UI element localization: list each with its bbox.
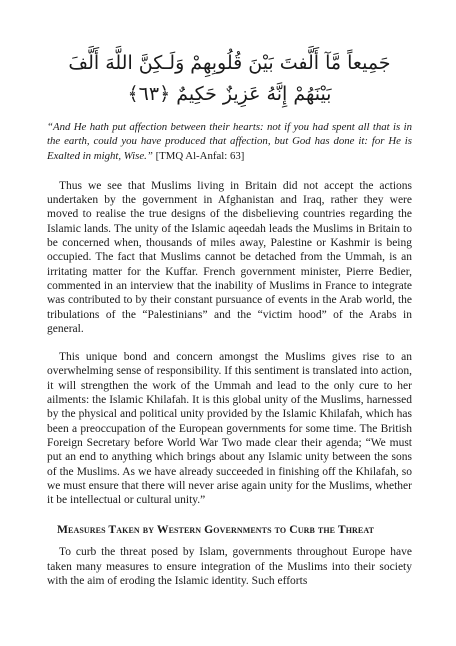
section-heading: Measures Taken by Western Governments to Curb the Threat xyxy=(57,523,375,537)
paragraph-2: This unique bond and concern amongst the Muslims gives rise to an overwhelming sense of responsibility. If this sentiment is translated into action, it will strengthen the work of the Ummah and lead to the only cure to her ailments: the Islamic Khilafah. It is this global unity of the Muslims, harnessed by the physical and political unity provided by the Islamic Khilafah, which has been a preoccupation of the European governments for some time. The British Foreign Secretary before World War Two made clear their agenda; “We must put an end to anything which brings about any Islamic unity between the sons of the Muslims. As we have already succeeded in finishing off the Khilafah, so we must ensure that there will never arise again unity for the Muslims, whether it be intellectual or cultural unity.” xyxy=(47,351,412,507)
quran-verse xyxy=(47,0,412,110)
quran-verse-line-1: جَمِيعاً مَّآ أَلَّفتَ بَيْنَ قُلُوبِهِمْ وَلَـكِنَّ اللَّهَ أَلَّفَ xyxy=(68,52,391,74)
verse-translation xyxy=(47,120,412,163)
quran-verse-line-2: بَيْنَهُمْ إِنَّهُ عَزِيزٌ حَكِيمٌ ﴿٦٣﴾ xyxy=(127,83,332,105)
paragraph-3: To curb the threat posed by Islam, governments throughout Europe have taken many measures to ensure integration of the Muslims into their society with the aim of eroding the Islamic identity. Such efforts xyxy=(47,546,412,588)
paragraph-1: Thus we see that Muslims living in Britain did not accept the actions undertaken by the government in Afghanistan and Iraq, rather they were moved to realise the true designs of the disbelieving countries regarding the Islamic lands. The unity of the Islamic aqeedah leads the Muslims in Britain to be concerned when, thousands of miles away, Palestine or Kashmir is being occupied. The fact that Muslims cannot be detached from the Ummah, is an irritating matter for the Kuffar. French government minister, Pierre Bedier, commented in an interview that the inability of Muslims in France to integrate was contributed to by their constant pursuance of events in the Arab world, the tribulations of the “Palestinians” and the “victim hood” of the Arabs in general. xyxy=(47,179,412,335)
verse-translation-text: “And He hath put affection between their hearts: not if you had spent all that is in the earth, could you have produced that affection, but God has done it: for He is Exalted in might, Wise.” xyxy=(47,121,412,162)
verse-reference: [TMQ Al-Anfal: 63] xyxy=(152,149,245,162)
